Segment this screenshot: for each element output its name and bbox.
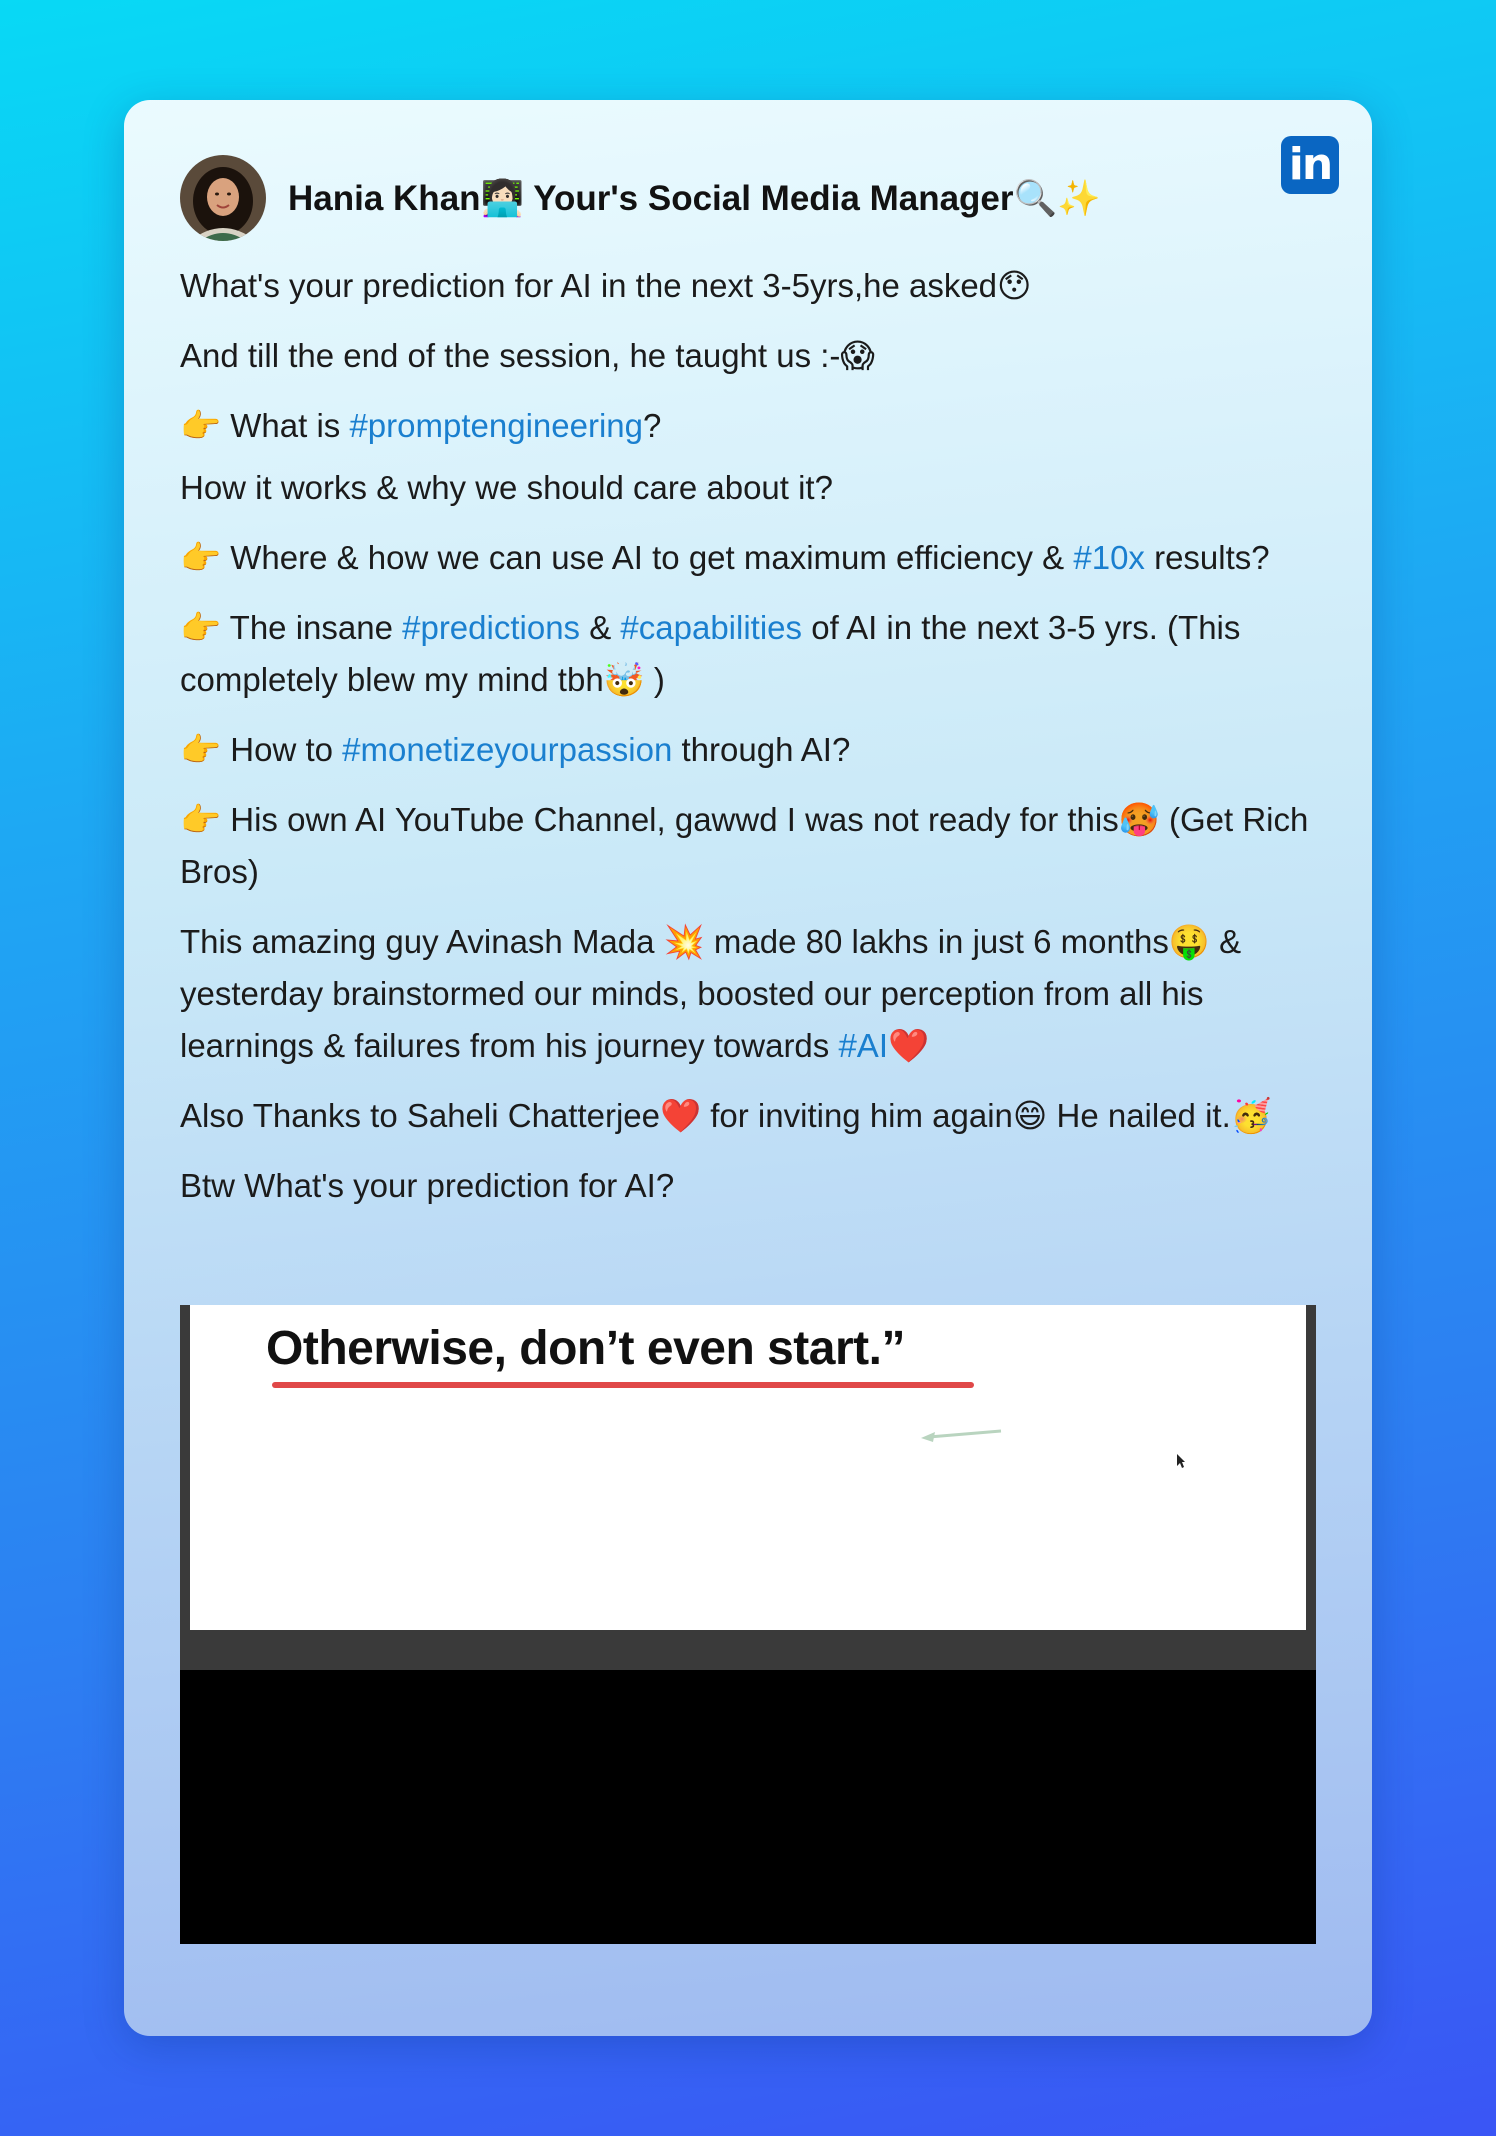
post-text-segment: of AI in the next 3-5 yrs. (This completely blew my mind tbh🤯 ) (180, 609, 1241, 698)
cursor-icon (1176, 1453, 1186, 1469)
post-text-segment: What's your prediction for AI in the next 3-5yrs,he asked😯 (180, 267, 1032, 304)
post-text-segment: Btw What's your prediction for AI? (180, 1167, 675, 1204)
avatar[interactable] (180, 155, 266, 241)
post-text (180, 260, 1320, 1408)
hashtag-link[interactable]: #promptengineering (349, 407, 643, 444)
linkedin-icon[interactable]: in (1281, 136, 1339, 194)
post-text-segment: This amazing guy Avinash Mada 💥 made 80 lakhs in just 6 months🤑 & yesterday brainstormed our minds, boosted our perception from all his learnings & failures from his journey towards (180, 923, 1242, 1064)
post-text-segment: & (580, 609, 621, 646)
post-card (124, 100, 1372, 2036)
post-text-segment: results? (1144, 539, 1270, 576)
post-paragraph (180, 260, 1320, 312)
post-text-segment: 👉 His own AI YouTube Channel, gawwd I was not ready for this🥵 (Get Rich Bros) (180, 801, 1309, 890)
arrow-icon (917, 1423, 1003, 1445)
post-header (180, 155, 1101, 241)
post-paragraph (180, 602, 1320, 706)
post-text-segment: 👉 How to (180, 731, 343, 768)
hashtag-link[interactable]: #predictions (402, 609, 581, 646)
post-paragraph (180, 330, 1320, 382)
post-paragraph (180, 724, 1320, 776)
post-text-segment: 👉 The insane (180, 609, 403, 646)
post-media[interactable] (180, 1305, 1316, 1944)
post-paragraph (180, 532, 1320, 584)
post-paragraph (180, 1160, 1320, 1212)
post-paragraph (180, 1090, 1320, 1142)
video-frame (180, 1305, 1316, 1670)
post-paragraph (180, 400, 1320, 452)
author-name[interactable]: Hania Khan👩🏻‍💻 Your's Social Media Manager🔍✨ (288, 178, 1101, 218)
presentation-slide (190, 1305, 1306, 1630)
post-text-segment: How it works & why we should care about it? (180, 469, 833, 506)
hashtag-link[interactable]: #monetizeyourpassion (342, 731, 673, 768)
post-paragraph (180, 916, 1320, 1072)
post-text-segment: 👉 Where & how we can use AI to get maximum efficiency & (180, 539, 1074, 576)
hashtag-link[interactable]: #10x (1073, 539, 1145, 576)
post-text-segment: Also Thanks to Saheli Chatterjee❤️ for inviting him again😄 He nailed it.🥳 (180, 1097, 1272, 1134)
post-text-segment: And till the end of the session, he taught us :-😱 (180, 337, 875, 374)
post-paragraph (180, 462, 1320, 514)
post-text-segment: ❤️ (888, 1027, 930, 1064)
hashtag-link[interactable]: #AI (838, 1027, 888, 1064)
post-text-segment: ? (643, 407, 662, 444)
post-text-segment: through AI? (672, 731, 851, 768)
post-paragraph (180, 794, 1320, 898)
hashtag-link[interactable]: #capabilities (620, 609, 803, 646)
slide-underline (272, 1382, 974, 1388)
post-text-segment: 👉 What is (180, 407, 350, 444)
slide-text: Otherwise, don’t even start.” (266, 1322, 905, 1375)
